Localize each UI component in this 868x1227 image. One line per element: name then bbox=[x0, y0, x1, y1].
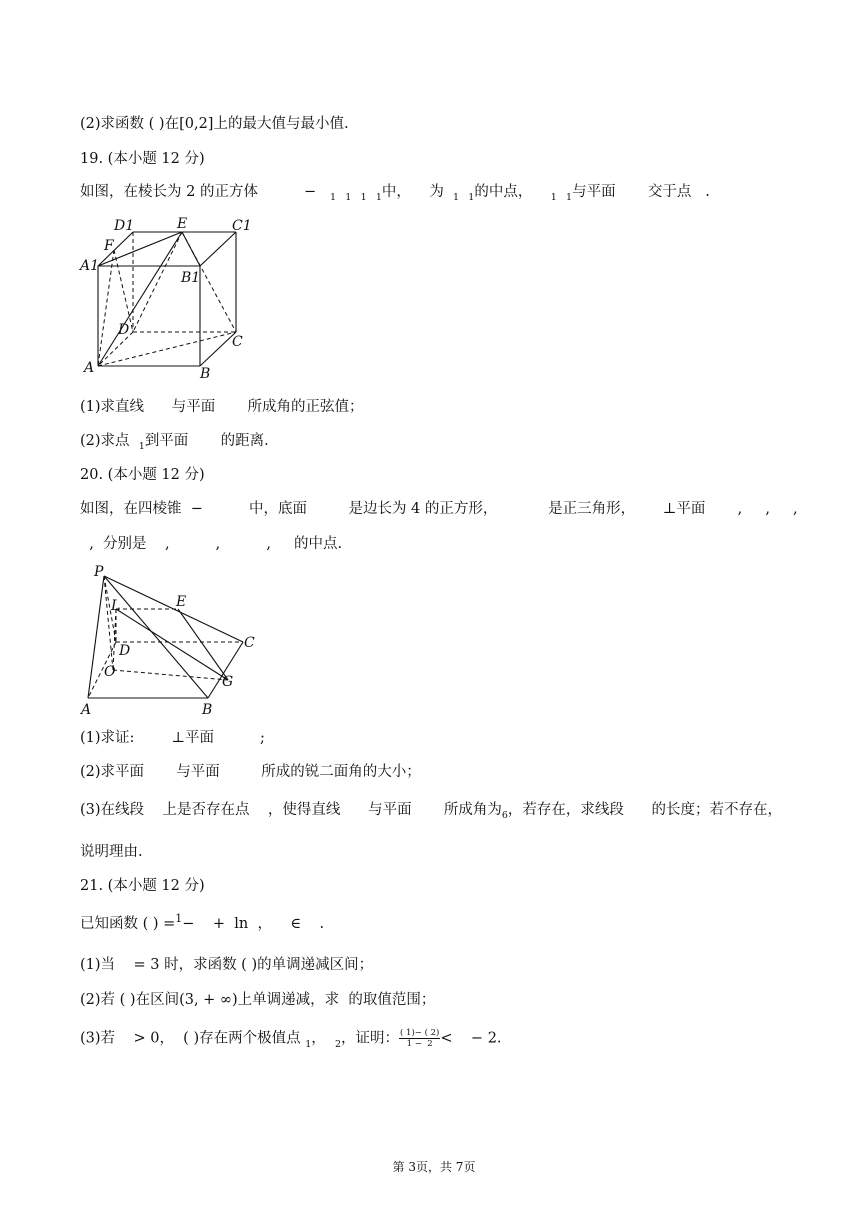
q20-stem-line2: , 分别是 , , , 的中点. bbox=[89, 536, 343, 552]
label-E: E bbox=[177, 216, 188, 232]
q18-part2: (2)求函数 ( )在[0,2]上的最大值与最小值. bbox=[80, 116, 349, 132]
label-A1: A1 bbox=[80, 258, 100, 274]
q21-stem: 已知函数 ( ) =$^1$− + ln ， ∈ . bbox=[80, 912, 325, 932]
label-D2: D bbox=[119, 643, 131, 659]
label-A: A bbox=[84, 360, 95, 376]
q20-part3-cont: 说明理由. bbox=[80, 844, 143, 860]
q20-part1: (1)求证: ⊥平面 ; bbox=[80, 730, 265, 746]
q20-part2: (2)求平面 与平面 所成的锐二面角的大小； bbox=[80, 764, 421, 780]
q21-fraction: $\frac{( 1)- ( 2)}{1 - 2}$ bbox=[400, 1028, 440, 1049]
label-D1: D1 bbox=[114, 218, 135, 234]
label-B1: B1 bbox=[181, 270, 201, 286]
q21-part3: (3)若 > 0， ( )存在两个极值点 $_1$， $_2$，证明： $\frac{( 1)- ( 2)}{1 - 2}$ < − 2. bbox=[80, 1028, 502, 1050]
q19-header: 19. (本小题 12 分) bbox=[80, 151, 205, 167]
label-F: F bbox=[104, 238, 114, 254]
label-A2: A bbox=[81, 702, 92, 718]
page-footer: 第 3页，共 7页 bbox=[392, 1160, 476, 1174]
label-C: C bbox=[232, 334, 243, 350]
q19-part2: (2)求点 $_1$到平面 的距离. bbox=[80, 433, 269, 452]
q19-part1: (1)求直线 与平面 所成角的正弦值； bbox=[80, 399, 364, 415]
q21-part2: (2)若 ( )在区间(3, + ∞)上单调递减，求 的取值范围； bbox=[80, 992, 436, 1008]
label-C1: C1 bbox=[232, 218, 252, 234]
cube-figure bbox=[78, 214, 258, 384]
q19-stem: 如图，在棱长为 2 的正方体 − $_1$ $_1$ $_1$ $_1$中， 为 $_1$ $_1$的中点， $_1$ $_1$与平面 交于点 . bbox=[80, 184, 710, 203]
label-P: P bbox=[94, 564, 104, 580]
label-C2: C bbox=[244, 635, 255, 651]
q20-header: 20. (本小题 12 分) bbox=[80, 467, 205, 483]
label-O: O bbox=[104, 664, 116, 680]
label-B2: B bbox=[202, 702, 213, 718]
q21-header: 21. (本小题 12 分) bbox=[80, 878, 205, 894]
label-D: D bbox=[118, 322, 130, 338]
label-B: B bbox=[200, 366, 211, 382]
label-L: L bbox=[111, 598, 121, 614]
label-E2: E bbox=[176, 594, 187, 610]
pyramid-figure bbox=[78, 562, 268, 720]
q21-part1: (1)当 = 3 时，求函数 ( )的单调递减区间； bbox=[80, 957, 374, 973]
q20-part3: (3)在线段 上是否存在点 ，使得直线 与平面 所成角为$_6$，若存在，求线段 的长度；若不存在， bbox=[80, 802, 783, 821]
q20-stem-line1: 如图，在四棱锥 − 中，底面 是边长为 4 的正方形， 是正三角形， ⊥平面 , , , bbox=[80, 501, 798, 517]
label-G: G bbox=[222, 674, 234, 690]
